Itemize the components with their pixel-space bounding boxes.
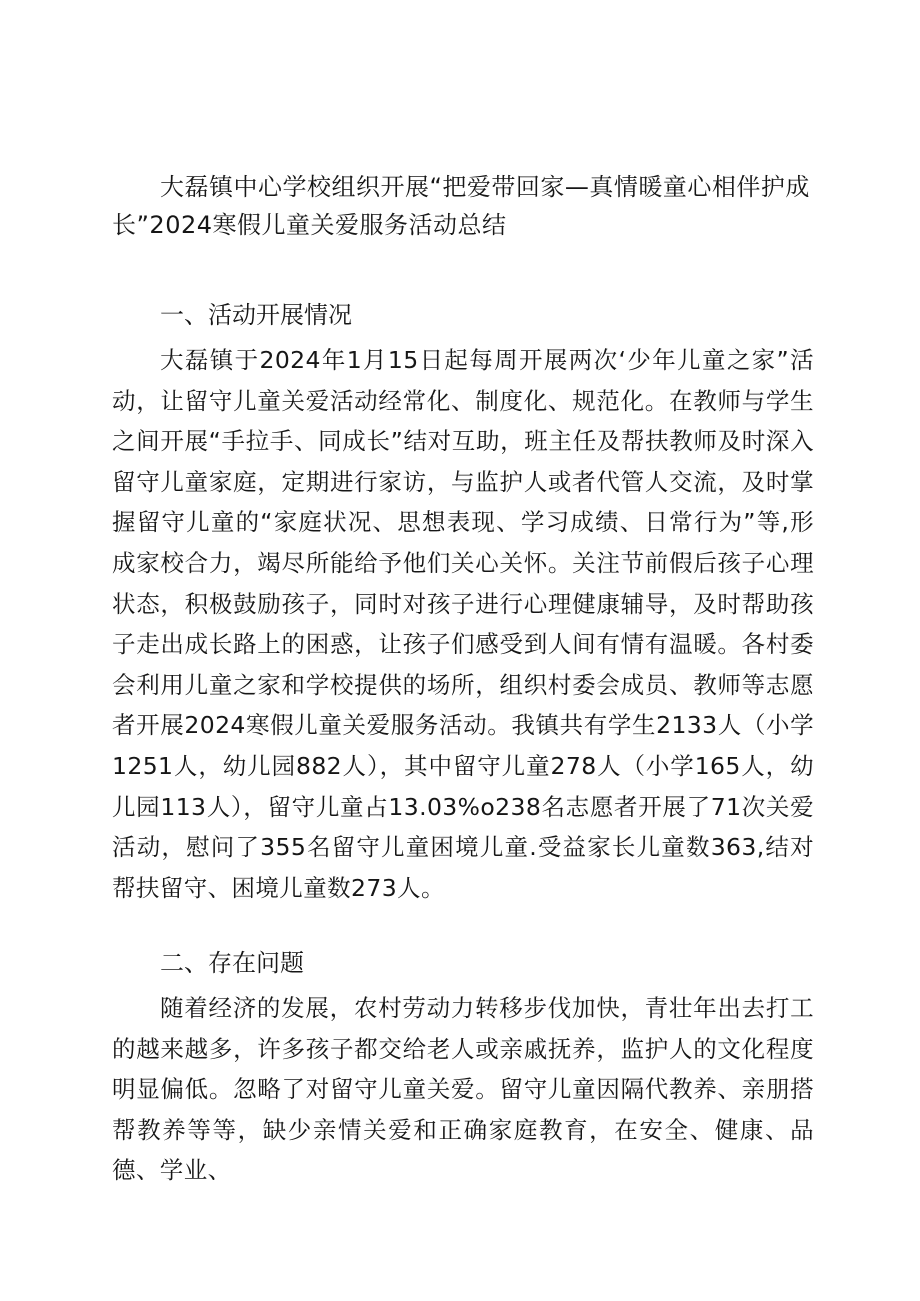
section-heading-problems: 二、存在问题: [160, 949, 304, 977]
document-title: 大磊镇中心学校组织开展“把爱带回家—真情暖童心相伴护成长”2024寒假儿童关爱服务活动总结: [112, 173, 810, 239]
section-paragraph-activities: 大磊镇于2024年1月15日起每周开展两次‘少年儿童之家”活动，让留守儿童关爱活动经常化、制度化、规范化。在教师与学生之间开展“手拉手、同成长”结对互助，班主任及帮扶教师及时深入留守儿童家庭，定期进行家访，与监护人或者代管人交流，及时掌握留守儿童的“家庭状况、思想表现、学习成绩、日常行为”等,形成家校合力，竭尽所能给予他们关心关怀。关注节前假后孩子心理状态，积极鼓励孩子，同时对孩子进行心理健康辅导，及时帮助孩子走出成长路上的困惑，让孩子们感受到人间有情有温暖。各村委会利用儿童之家和学校提供的场所，组织村委会成员、教师等志愿者开展2024寒假儿童关爱服务活动。我镇共有学生2133人（小学1251人，幼儿园882人），其中留守儿童278人（小学165人，幼儿园113人），留守儿童占13.03%o238名志愿者开展了71次关爱活动，慰问了355名留守儿童困境儿童.受益家长儿童数363,结对帮扶留守、困境儿童数273人。: [112, 346, 814, 902]
section-paragraph-problems: 随着经济的发展，农村劳动力转移步伐加快，青壮年出去打工的越来越多，许多孩子都交给老人或亲戚抚养，监护人的文化程度明显偏低。忽略了对留守儿童关爱。留守儿童因隔代教养、亲朋搭帮教养等等，缺少亲情关爱和正确家庭教育，在安全、健康、品德、学业、: [112, 994, 814, 1185]
section-heading-activities: 一、活动开展情况: [160, 301, 352, 329]
